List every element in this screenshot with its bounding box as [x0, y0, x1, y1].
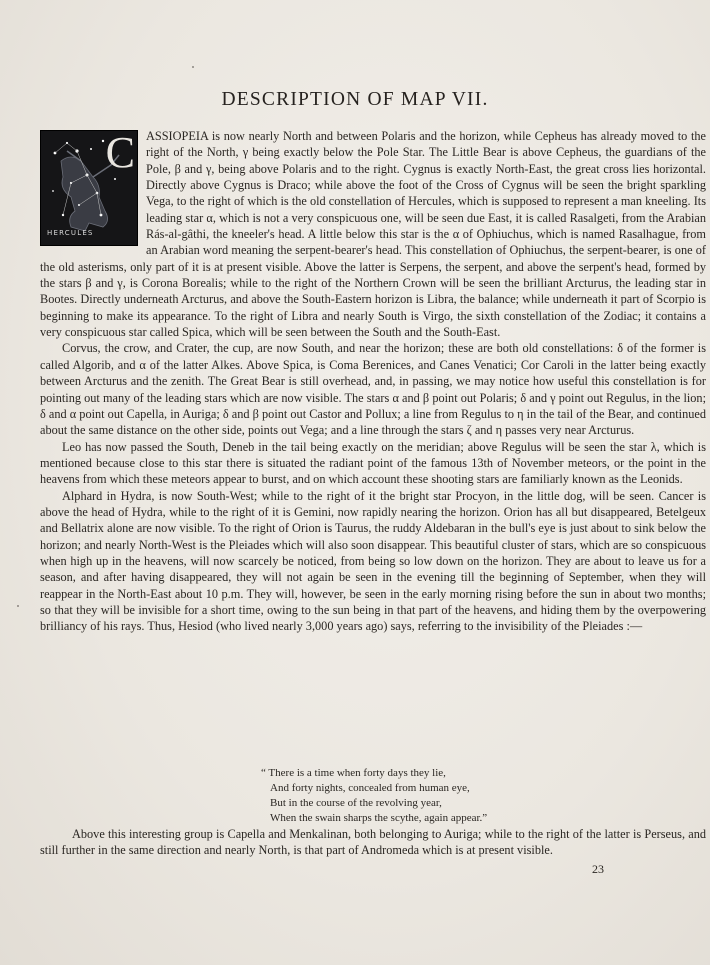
paragraph-5: Above this interesting group is Capella and Menkalinan, both belonging to Auriga; while to the right of the latter is Perseus, and still further in the same direction and nearly North, is that part of Andromeda which is at present visible.	[40, 827, 706, 858]
hercules-dropcap-illustration	[40, 130, 138, 246]
paper-speck	[17, 605, 19, 607]
verse-line: But in the course of the revolving year,	[270, 797, 442, 809]
main-text	[40, 128, 706, 635]
dropcap-letter: C	[105, 130, 135, 177]
verse-line: When the swain sharps the scythe, again appear.”	[270, 812, 488, 824]
paragraph-2: Corvus, the crow, and Crater, the cup, are now South, and near the horizon; these are both old constellations: δ of the former is called Algorib, and α of the latter Alkes. Above Spica, is Coma Berenices, and Canes Venatici; Cor Caroli in the latter being exactly between Arcturus and the zenith. The Great Bear is still overhead, and, in passing, we may notice how useful this constellation is for pointing out many of the leading stars which are now visible. The stars α and β point out Polaris; δ and γ point out Regulus, in the lion; δ and α point out Capella, in Auriga; δ and β point out Castor and Pollux; a line from Regulus to η in the tail of the Bear, and continued about the same distance on the other side, points out Vega; and a line through the stars ζ and η passes very near Arcturus.	[40, 341, 706, 438]
verse-line: “ There is a time when forty days they lie,	[261, 767, 446, 779]
paragraph-4: Alphard in Hydra, is now South-West; while to the right of it the bright star Procyon, in the little dog, will be seen. Cancer is above the head of Hydra, while to the right of it is Gemini, now rapidly nearing the horizon. Orion has all but disappeared, Betelgeux and Bellatrix alone are now visible. To the right of Orion is Taurus, the ruddy Aldebaran in the bull's eye is just about to sink below the horizon; and nearly North-West is the Pleiades which will also soon disappear. This beautiful cluster of stars, which are so conspicuous when high up in the heavens, will now scarcely be noticed, from being so low down on the horizon. They are about to leave us for a season, and after having disappeared, they will not again be seen in the evening till the beginning of September, when they will reappear in the North-East about 10 p.m. They will, however, be seen in the early morning rising before the sun in about two months; so that they will be invisible for a short time, owing to the sun being in that part of the heavens, and hiding them by the overpowering brilliancy of his rays. Thus, Hesiod (who lived nearly 3,000 years ago) says, referring to the invisibility of the Pleiades :—	[40, 488, 706, 634]
page-number: 23	[592, 862, 604, 876]
verse-line: And forty nights, concealed from human eye,	[270, 782, 470, 794]
dropcap-caption: HERCULES	[47, 228, 94, 237]
paragraph-3: Leo has now passed the South, Deneb in the tail being exactly on the meridian; above Regulus will be seen the star λ, which is mentioned because close to this star there is situated the radiant point of the famous 13th of November meteors, or the point in the heavens from which these meteors appear to burst, and on which account these shooting stars are familiarly known as the Leonids.	[40, 439, 706, 487]
paragraph-1	[40, 128, 706, 340]
paragraph-1-text: ASSIOPEIA is now nearly North and between Polaris and the horizon, while Cepheus has already moved to the right of the North, γ being exactly below the Pole Star. The Little Bear is above Cepheus, the guardians of the Pole, β and γ, being above Polaris and to the right. Cygnus is exactly North-East, the great cross lies horizontal. Directly above Cygnus is Draco; while above the foot of the Cross of Cygnus will be seen the bright sparkling Vega, to the right of which is the old constellation of Hercules, which is supposed to represent a man kneeling. Its leading star α, which is not a very conspicuous one, will be seen due East, it is called Rasalgeti, from the Arabian Rás-al-gâthi, the kneeler's head. A little below this star is the α of Ophiuchus, which is named Rasalhague, from an Arabian word meaning the serpent-bearer's head. This constellation of Ophiuchus, the serpent-bearer, is one of the old asterisms, only part of it is at present visible. Above the latter is Serpens, the serpent, and above the serpent's head, formed by the stars β and γ, is Corona Borealis; while to the right of the Northern Crown will be seen the brilliant Arcturus, the leading star in Bootes. Directly underneath Arcturus, and above the South-Eastern horizon is Libra, the balance; while underneath it part of Scorpio is beginning to make its appearance. To the right of Libra and nearly South is Virgo, the sixth constellation of the Zodiac; it contains a very conspicuous star called Spica, which will be seen between the South and the South-East.	[40, 129, 706, 340]
page-title: DESCRIPTION OF MAP VII.	[221, 89, 489, 110]
hesiod-quotation	[261, 766, 561, 826]
paper-speck	[192, 66, 194, 68]
closing-text	[40, 826, 706, 859]
